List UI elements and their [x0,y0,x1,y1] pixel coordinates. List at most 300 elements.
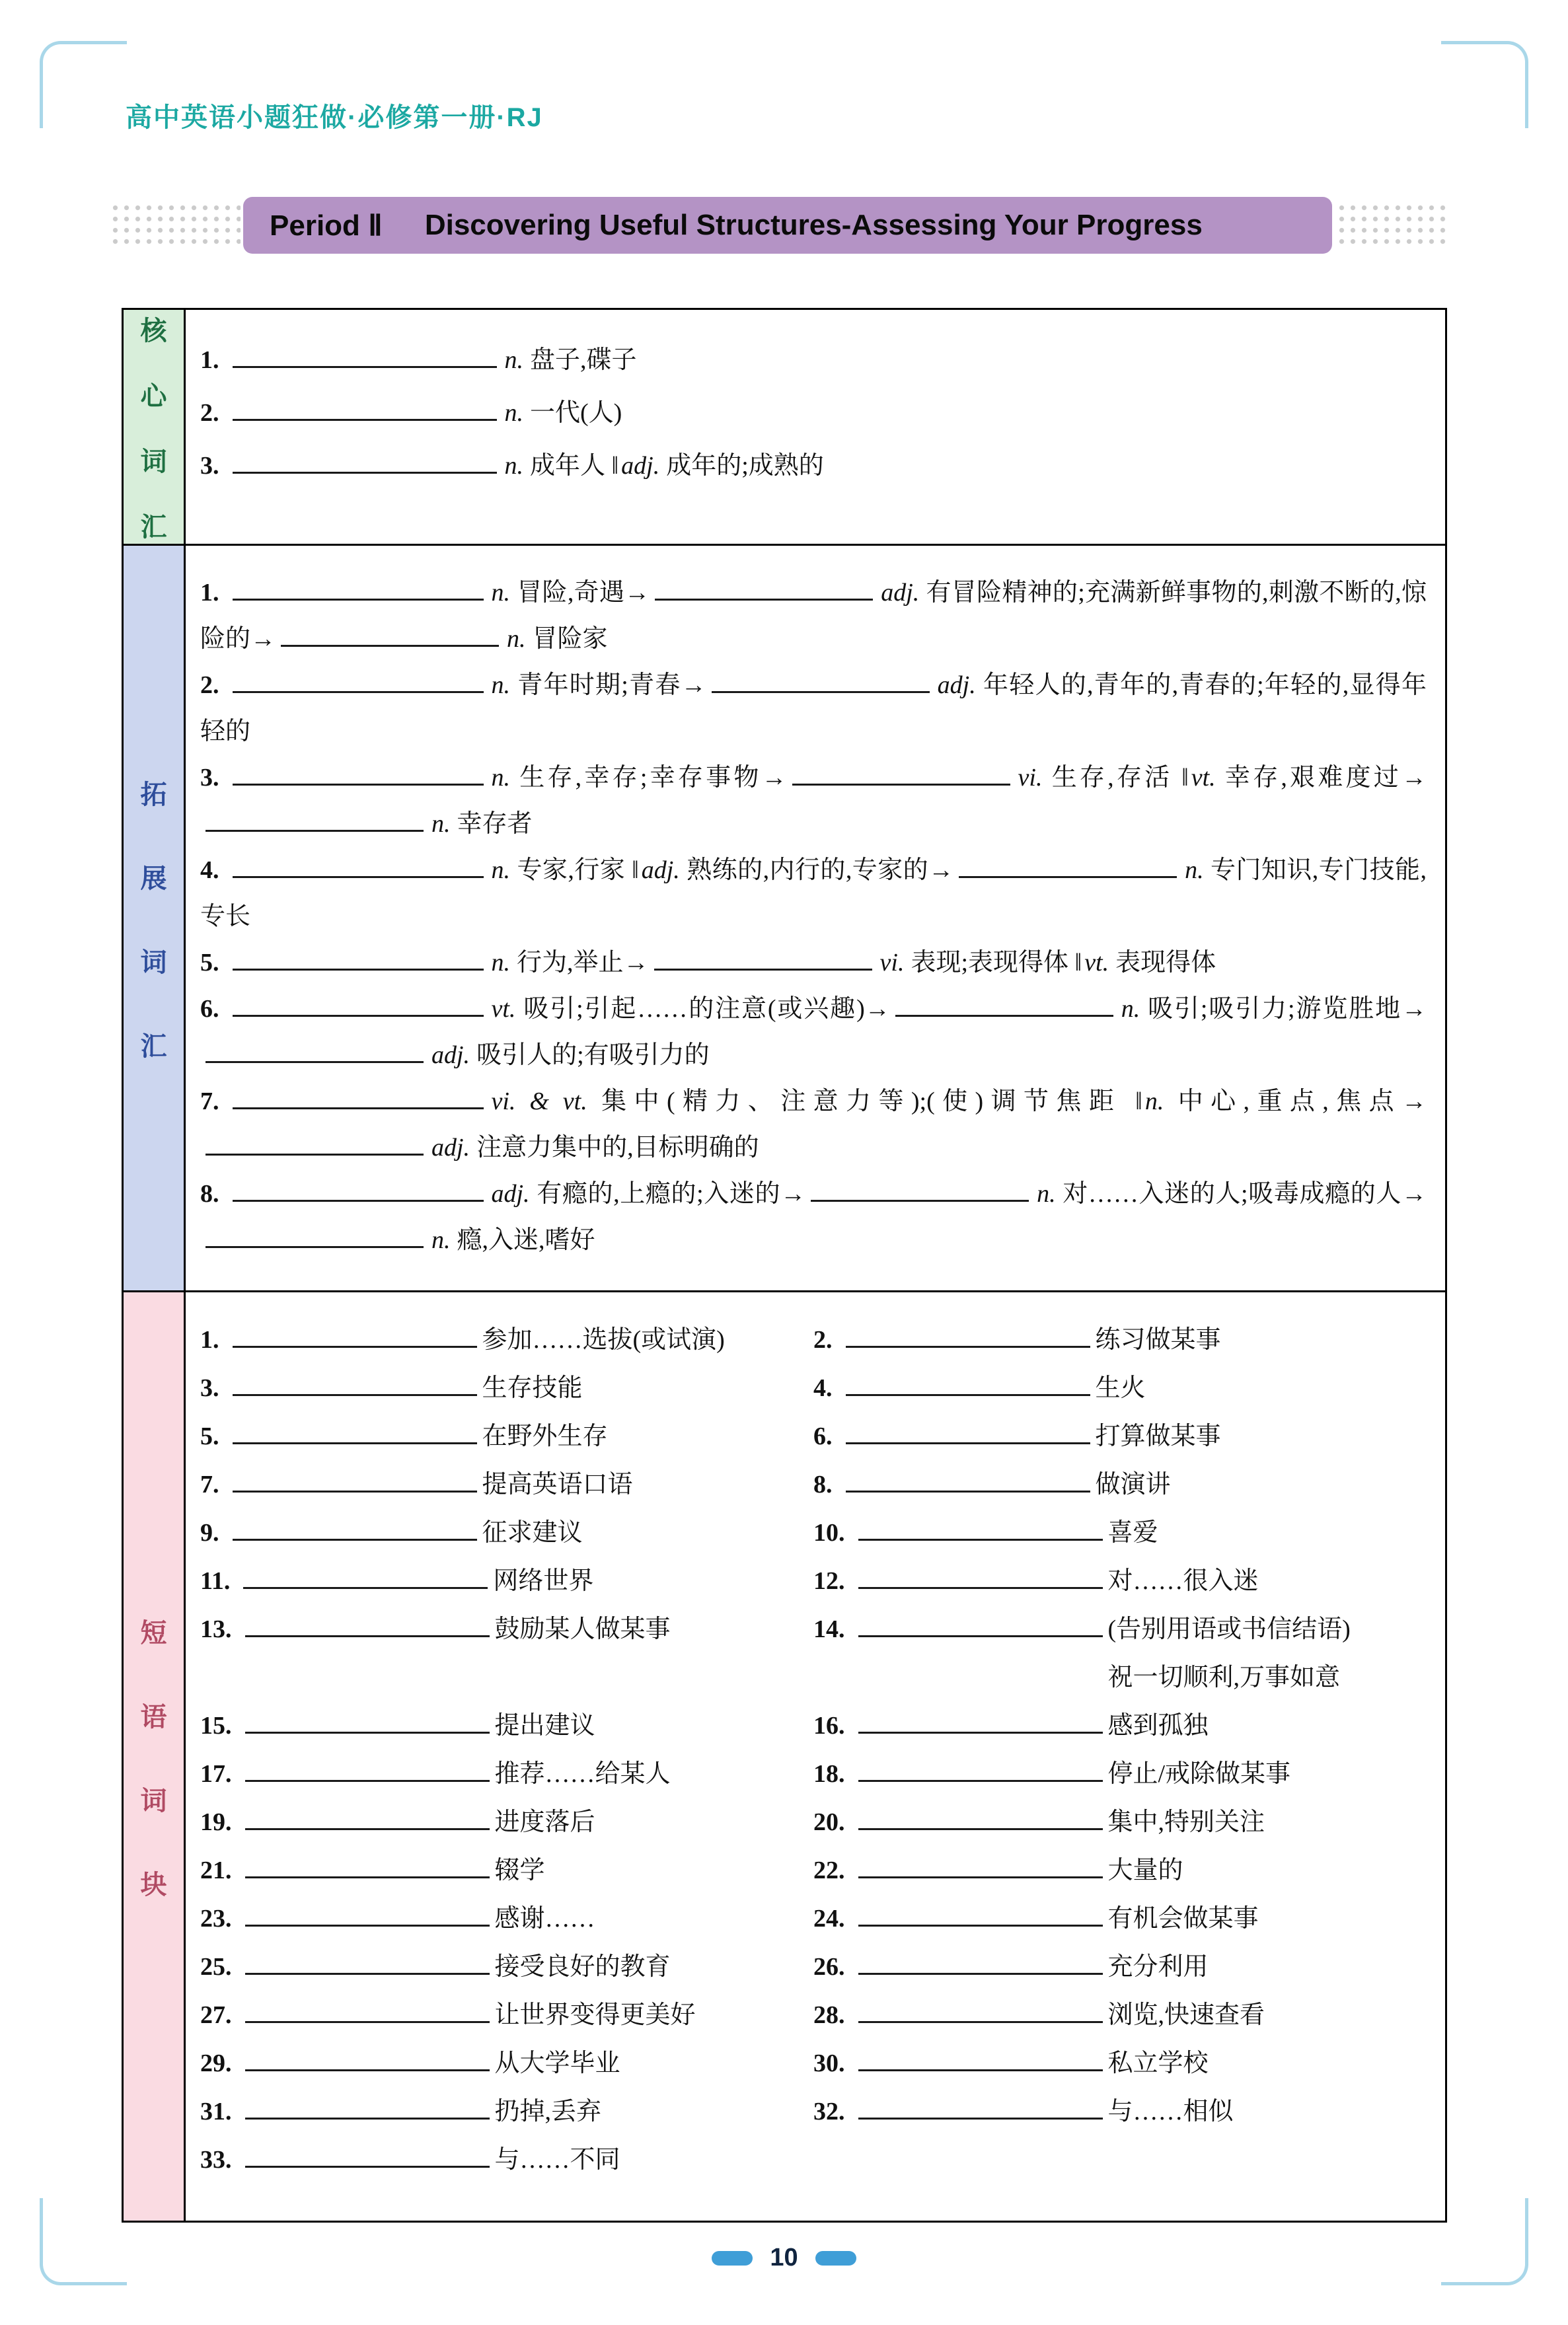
phrase-head [200,1364,482,1413]
item-number: 1. [200,579,219,607]
fill-in-blank [205,1244,424,1248]
phrase-item [813,1364,1427,1413]
fill-in-blank [846,1344,1090,1348]
definition-text: 一代(人) [530,399,622,427]
period-banner [243,197,1332,254]
item-number: 2. [813,1326,833,1354]
phrase-text [1108,1798,1427,1847]
phrase-item [200,1798,813,1847]
phrase-row [200,1364,1427,1413]
fill-in-blank [233,1344,477,1348]
phrase-meaning: 扔掉,丢弃 [494,2098,602,2125]
banner-title: Discovering Useful Structures-Assessing Your Progress [424,209,1203,241]
phrase-text [1108,1847,1427,1895]
section-label-char: 词 [140,947,167,977]
part-of-speech: vt. [491,995,516,1023]
fill-in-blank [233,874,484,878]
phrase-head [200,1991,495,2040]
phrase-row [200,1798,1427,1847]
part-of-speech: n. [431,1226,451,1254]
fill-in-blank [281,643,499,647]
phrase-meaning: 接受良好的教育 [494,1953,671,1981]
phrase-item [200,1316,813,1364]
fill-in-blank [245,2019,490,2023]
phrase-meaning: 集中,特别关注 [1107,1808,1265,1836]
phrase-item [200,1461,813,1509]
vocab-entry [200,940,1427,986]
part-of-speech: adj. [937,671,976,699]
phrase-head [813,1943,1108,1991]
part-of-speech: vi. [1018,764,1043,792]
phrase-head [200,2088,495,2136]
corner-decoration-top-right [1441,41,1528,128]
phrase-text [1096,1461,1427,1509]
item-number: 20. [813,1808,845,1836]
phrase-meaning: 辍学 [494,1857,545,1884]
definition-text: 瘾,入迷,嗜好 [457,1226,595,1254]
phrase-meaning: 感到孤独 [1107,1712,1209,1740]
part-of-speech: n. [491,764,510,792]
phrase-head [200,1316,482,1364]
item-number: 26. [813,1953,845,1981]
section-content-extended [186,546,1445,1290]
definition-text: 青年时期;青春→ [517,671,706,699]
phrase-item [813,1895,1427,1943]
phrase-item [200,1943,813,1991]
phrase-row [200,1509,1427,1557]
fill-in-blank [233,417,497,421]
part-of-speech: n. [491,671,510,699]
fill-in-blank [858,1923,1103,1927]
fill-in-blank [858,2019,1103,2023]
fill-in-blank [233,597,484,601]
phrase-meaning: 在野外生存 [482,1422,608,1450]
phrase-meaning: 参加……选拔(或试演) [482,1326,725,1354]
fill-in-blank [792,782,1010,786]
phrase-meaning: 私立学校 [1107,2049,1209,2077]
phrase-head [813,1702,1108,1750]
phrase-meaning: 浏览,快速查看 [1107,2001,1265,2029]
fill-in-blank [245,1971,490,1975]
fill-in-blank [233,1105,484,1109]
item-number: 23. [200,1905,232,1933]
phrase-item [813,1750,1427,1798]
phrase-row [200,1943,1427,1991]
section-label-char: 语 [140,1702,167,1732]
phrase-item [813,1605,1427,1702]
phrase-item [200,2040,813,2088]
item-number: 21. [200,1857,232,1884]
definition-text: 行为,举止→ [517,949,649,977]
phrase-meaning: 练习做某事 [1095,1326,1221,1354]
phrase-item [813,2136,1427,2184]
definition-text: 吸引;引起……的注意(或兴趣)→ [522,995,890,1023]
definition-text: 中心,重点,焦点→ [1170,1088,1427,1115]
vocab-entry [200,387,1427,439]
phrase-row [200,1895,1427,1943]
fill-in-blank [243,1585,488,1589]
page-footer [0,2244,1568,2272]
footer-decoration-right [815,2251,856,2266]
phrase-text [495,1943,814,1991]
vocab-entry [200,334,1427,387]
section-content-phrases [186,1292,1445,2221]
phrase-text [495,1605,814,1654]
fill-in-blank [233,1198,484,1202]
phrase-text [1096,1316,1427,1364]
part-of-speech: n. [504,399,523,427]
vocab-entry [200,570,1427,662]
fill-in-blank [245,1778,490,1782]
fill-in-blank [846,1440,1090,1444]
phrase-text [493,1557,813,1605]
section-phrase-chunks [124,1290,1445,2221]
phrase-item [813,1461,1427,1509]
fill-in-blank [858,1874,1103,1878]
fill-in-blank [245,1826,490,1830]
fill-in-blank [858,1971,1103,1975]
dot-pattern-right [1336,202,1448,250]
phrase-row [200,2040,1427,2088]
phrase-meaning: 鼓励某人做某事 [494,1615,671,1643]
phrase-meaning: 生火 [1095,1374,1146,1402]
part-of-speech: adj. [881,579,920,607]
section-label-char: 拓 [140,780,167,809]
fill-in-blank [858,2067,1103,2071]
item-number: 6. [200,995,219,1023]
item-number: 31. [200,2098,232,2125]
phrase-text [1108,1509,1427,1557]
phrase-item [200,1847,813,1895]
phrase-text [1108,1750,1427,1798]
fill-in-blank [245,2067,490,2071]
phrase-text [482,1413,814,1461]
phrase-meaning: 大量的 [1107,1857,1183,1884]
fill-in-blank [245,1633,490,1637]
section-label-char: 词 [140,447,167,476]
page-number: 10 [770,2244,798,2271]
fill-in-blank [205,1152,424,1156]
vocab-entry [200,1171,1427,1263]
fill-in-blank [233,364,497,368]
phrase-item [200,2136,813,2184]
phrase-item [813,1557,1427,1605]
section-label-char: 心 [140,382,167,411]
phrase-row [200,2088,1427,2136]
item-number: 10. [813,1519,845,1547]
phrase-meaning: 提高英语口语 [482,1471,633,1498]
fill-in-blank [233,470,497,474]
dot-pattern-left [110,202,241,250]
definition-text: 成年的;成熟的 [666,452,824,480]
phrase-text [495,2088,814,2136]
phrase-text [495,1702,814,1750]
item-number: 22. [813,1857,845,1884]
fill-in-blank [245,2164,490,2168]
phrase-item [200,1509,813,1557]
fill-in-blank [654,967,872,971]
part-of-speech: n. [1144,1088,1164,1115]
phrase-item [200,1895,813,1943]
phrase-head [200,1895,495,1943]
phrase-item [200,1557,813,1605]
definition-text: 吸引人的;有吸引力的 [476,1041,710,1069]
phrase-item [813,2040,1427,2088]
phrase-meaning: 网络世界 [493,1567,594,1595]
part-of-speech: n. [1121,995,1140,1023]
phrase-meaning: 感谢…… [494,1905,595,1933]
item-number: 24. [813,1905,845,1933]
phrase-meaning: 与……不同 [494,2146,620,2174]
phrase-meaning: 征求建议 [482,1519,583,1547]
phrase-text [482,1509,814,1557]
fill-in-blank [846,1392,1090,1396]
phrase-meaning: 做演讲 [1095,1471,1171,1498]
item-number: 3. [200,1374,219,1402]
phrase-head [813,1798,1108,1847]
phrase-row [200,1316,1427,1364]
phrase-text [1108,1991,1427,2040]
section-label-char: 展 [140,864,167,893]
corner-decoration-bottom-left [40,2198,127,2285]
definition-text: 冒险,奇遇→ [517,579,650,607]
period-label: Period Ⅱ [270,209,383,242]
part-of-speech: vi. & vt. [491,1088,587,1115]
definition-text: 生存,幸存;幸存事物→ [517,764,787,792]
item-number: 14. [813,1615,845,1643]
fill-in-blank [858,1730,1103,1734]
phrase-head [813,1895,1108,1943]
item-number: 33. [200,2146,232,2174]
phrase-meaning: 喜爱 [1107,1519,1158,1547]
definition-text: 盘子,碟子 [530,346,637,374]
phrase-meaning: 进度落后 [494,1808,595,1836]
part-of-speech: adj. [431,1134,470,1162]
footer-decoration-left [712,2251,753,2266]
vocab-entry [200,755,1427,847]
phrase-item [813,1943,1427,1991]
phrase-head [200,1413,482,1461]
phrase-item [200,1702,813,1750]
part-of-speech: n. [504,452,523,480]
section-label-core [124,310,186,544]
phrase-meaning: 推荐……给某人 [494,1760,671,1788]
corner-decoration-bottom-right [1441,2198,1528,2285]
fill-in-blank [858,1537,1103,1541]
item-number: 12. [813,1567,845,1595]
phrase-row [200,1991,1427,2040]
fill-in-blank [811,1198,1029,1202]
phrase-meaning: 有机会做某事 [1107,1905,1259,1933]
item-number: 2. [200,671,219,699]
fill-in-blank [233,1440,477,1444]
phrase-text [495,1895,814,1943]
part-of-speech: adj. [621,452,660,480]
part-of-speech: adj. [431,1041,470,1069]
definition-text: 专门知识,专门技能,专长 [200,856,1427,930]
fill-in-blank [655,597,873,601]
phrase-text [1108,1943,1427,1991]
phrase-text [1096,1413,1427,1461]
phrase-item [813,2088,1427,2136]
phrase-head [813,2040,1108,2088]
phrase-meaning: 从大学毕业 [494,2049,620,2077]
phrase-item [200,2088,813,2136]
item-number: 1. [200,346,219,374]
fill-in-blank [858,2116,1103,2120]
definition-text: 冒险家 [532,625,608,653]
fill-in-blank [858,1585,1103,1589]
item-number: 4. [200,856,219,884]
definition-text: 生存,存活 ‖ [1049,764,1189,792]
phrase-text [1108,2088,1427,2136]
phrase-text [482,1364,814,1413]
phrase-item [813,1413,1427,1461]
item-number: 32. [813,2098,845,2125]
vocab-entry [200,986,1427,1078]
item-number: 18. [813,1760,845,1788]
item-number: 6. [813,1422,833,1450]
fill-in-blank [233,689,484,693]
phrase-meaning: (告别用语或书信结语) [1107,1615,1351,1643]
fill-in-blank [205,1059,424,1063]
definition-text: 年轻人的,青年的,青春的;年轻的,显得年轻的 [200,671,1427,745]
phrase-head [813,1509,1108,1557]
phrase-head [200,2040,495,2088]
item-number: 8. [200,1180,219,1208]
item-number: 7. [200,1471,219,1498]
phrase-row [200,1847,1427,1895]
phrase-row [200,1413,1427,1461]
phrase-head [200,1702,495,1750]
corner-decoration-top-left [40,41,127,128]
phrase-meaning: 让世界变得更美好 [494,2001,696,2029]
phrase-item [200,1750,813,1798]
fill-in-blank [858,1826,1103,1830]
phrase-row [200,1557,1427,1605]
definition-text: 对……入迷的人;吸毒成瘾的人→ [1062,1180,1427,1208]
phrase-meaning: 与……相似 [1107,2098,1234,2125]
phrase-text [482,1461,814,1509]
definition-text: 集中(精力、注意力等);(使)调节焦距 ‖ [593,1088,1142,1115]
phrase-head [813,1461,1096,1509]
item-number: 13. [200,1615,232,1643]
phrase-text [495,1847,814,1895]
definition-text: 有瘾的,上瘾的;入迷的→ [536,1180,806,1208]
phrase-item [813,1509,1427,1557]
section-label-char: 短 [140,1618,167,1648]
definition-text: 专家,行家 ‖ [517,856,639,884]
section-label-char: 词 [140,1786,167,1816]
phrase-text [495,2136,814,2184]
item-number: 11. [200,1567,231,1595]
item-number: 2. [200,399,219,427]
item-number: 16. [813,1712,845,1740]
fill-in-blank [846,1489,1090,1493]
phrase-head [200,1750,495,1798]
item-number: 25. [200,1953,232,1981]
definition-text: 幸存者 [457,810,533,838]
phrase-head [813,1847,1108,1895]
fill-in-blank [858,1633,1103,1637]
phrase-head [813,2088,1108,2136]
phrase-text [495,1991,814,2040]
item-number: 15. [200,1712,232,1740]
phrase-head [200,1461,482,1509]
vocab-entry [200,847,1427,940]
phrase-meaning: 对……很入迷 [1107,1567,1259,1595]
part-of-speech: n. [504,346,523,374]
part-of-speech: adj. [491,1180,530,1208]
fill-in-blank [233,1489,477,1493]
section-label-char: 块 [140,1870,167,1900]
phrase-meaning: 打算做某事 [1095,1422,1221,1450]
book-header: 高中英语小题狂做·必修第一册·RJ [126,103,543,132]
phrase-text [1108,2040,1427,2088]
section-content-core [186,310,1445,544]
fill-in-blank [245,1923,490,1927]
phrase-head [813,1750,1108,1798]
item-number: 19. [200,1808,232,1836]
phrase-meaning: 生存技能 [482,1374,583,1402]
part-of-speech: vt. [1191,764,1216,792]
part-of-speech: vt. [1084,949,1109,977]
fill-in-blank [245,1874,490,1878]
phrase-head [813,1991,1108,2040]
item-number: 7. [200,1088,219,1115]
item-number: 17. [200,1760,232,1788]
part-of-speech: n. [491,949,510,977]
phrase-item [200,1364,813,1413]
phrase-text [495,1798,814,1847]
fill-in-blank [233,782,484,786]
definition-text: 吸引;吸引力;游览胜地→ [1146,995,1427,1023]
part-of-speech: n. [491,856,510,884]
item-number: 3. [200,764,219,792]
phrase-row [200,2136,1427,2184]
phrase-item [200,1605,813,1702]
item-number: 28. [813,2001,845,2029]
section-label-extended [124,546,186,1290]
part-of-speech: n. [507,625,526,653]
phrase-item [813,1798,1427,1847]
phrase-item [813,1991,1427,2040]
phrase-item [813,1702,1427,1750]
phrase-text [1108,1557,1427,1605]
item-number: 27. [200,2001,232,2029]
item-number: 9. [200,1519,219,1547]
phrase-head [200,1943,495,1991]
definition-text: 表现;表现得体 ‖ [911,949,1082,977]
part-of-speech: adj. [641,856,680,884]
phrase-head [200,1509,482,1557]
definition-text: 表现得体 [1115,949,1216,977]
phrase-head [813,1557,1108,1605]
phrase-head [200,1605,495,1654]
fill-in-blank [959,874,1177,878]
section-label-char: 核 [140,316,167,346]
fill-in-blank [895,1013,1113,1017]
phrase-text [495,1750,814,1798]
section-extended-vocab [124,544,1445,1290]
phrase-text [1108,1895,1427,1943]
vocab-entry [200,1078,1427,1171]
item-number: 5. [200,949,219,977]
phrase-meaning: 停止/戒除做某事 [1107,1760,1291,1788]
item-number: 5. [200,1422,219,1450]
definition-text: 有冒险精神的;充满新鲜事物的,刺激不断的,惊险的→ [200,579,1427,653]
fill-in-blank [245,1730,490,1734]
